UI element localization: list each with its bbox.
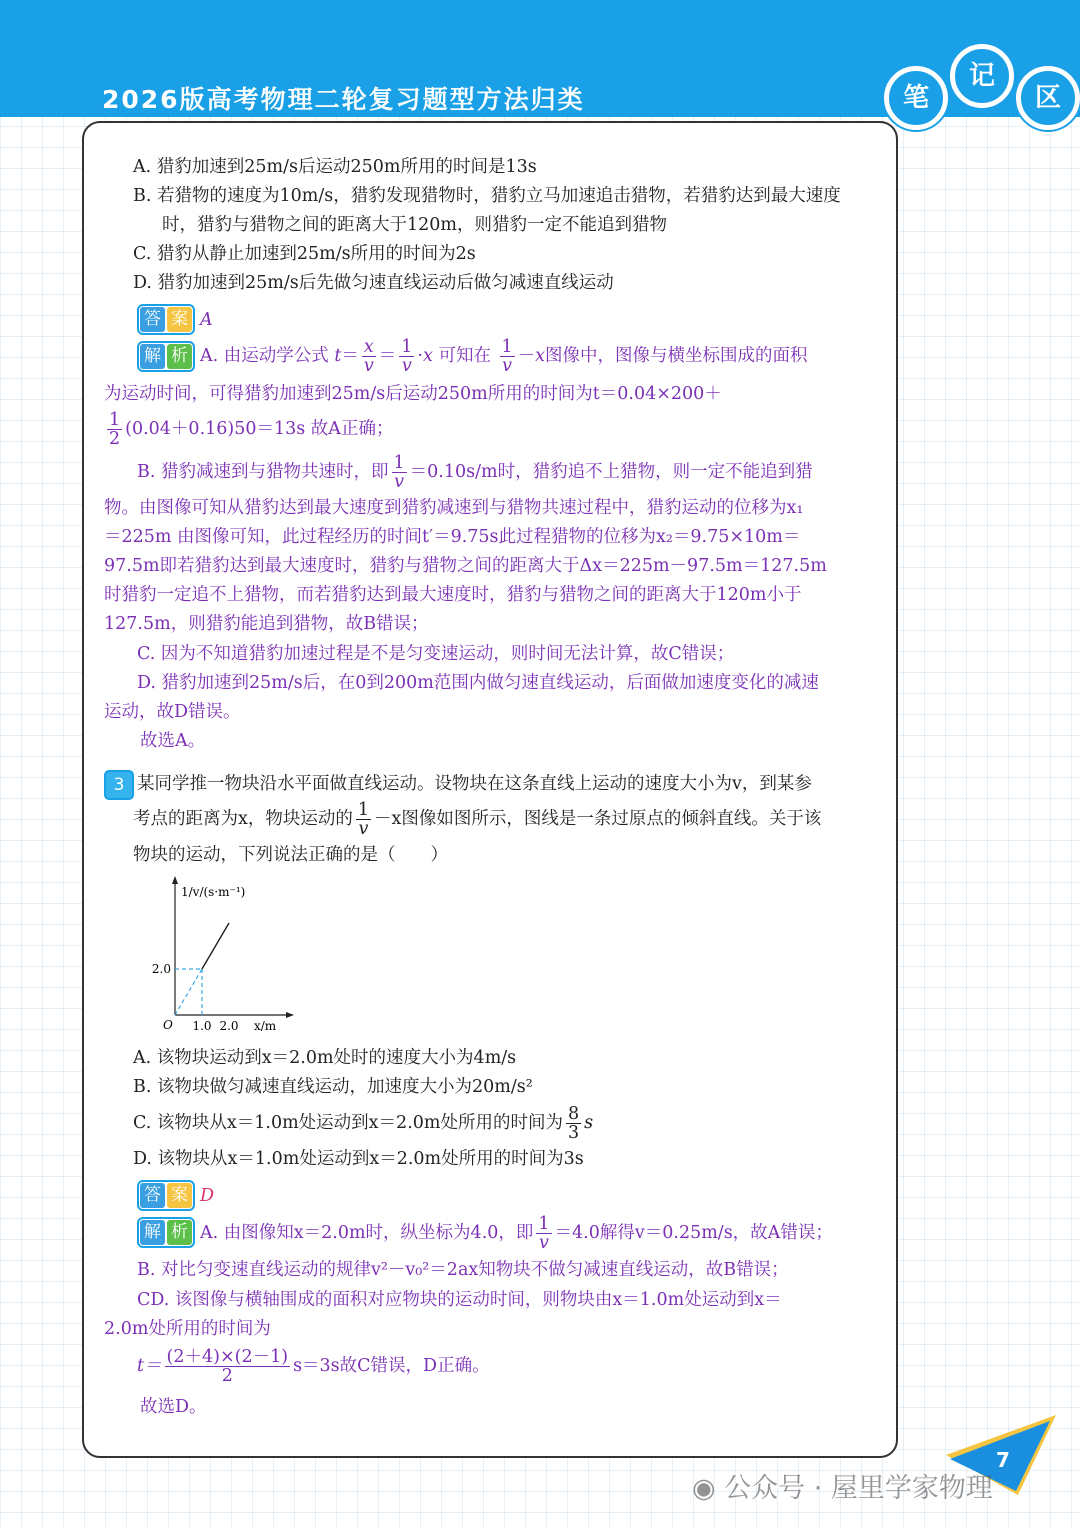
q3-analysis-fraction-den: 2 [221, 1366, 233, 1386]
q3-answer-tag [137, 1180, 195, 1211]
watermark-text: 公众号 · 屋里学家物理 [724, 1473, 993, 1504]
q2-answer: A [200, 310, 213, 330]
data-line [202, 923, 229, 969]
q2-analysis-line6: ＝225m 由图像可知，此过程经历的时间t′＝9.75s此过程猎物的位移为x₂＝9.75×10m＝ [104, 527, 801, 547]
answer-tag-char1: 答 [140, 307, 165, 332]
q2-option-d: D. 猎豹加速到25m/s后先做匀速直线运动后做匀减速直线运动 [133, 273, 614, 293]
dashed-origin-line [175, 969, 202, 1015]
answer-tag-char2: 案 [167, 307, 192, 332]
q2-analysis-line12: 运动，故D错误。 [104, 702, 241, 722]
q3-analysis-l1b: ＝4.0解得v＝0.25m/s，故A错误； [554, 1223, 833, 1243]
y-axis-arrow [172, 876, 178, 884]
q2-analysis-l3: (0.04＋0.16)50＝13s 故A正确； [125, 419, 394, 439]
q2-analysis-line2: 为运动时间，可得猎豹加速到25m/s后运动250m所用的时间为t＝0.04×200＋ [104, 384, 722, 404]
q3-analysis-line2: B. 对比匀变速直线运动的规律v²－v₀²＝2ax知物块不做匀减速直线运动，故B错误； [137, 1260, 789, 1280]
watermark [692, 1466, 993, 1505]
q3-analysis-l1a: A. 由图像知x＝2.0m时，纵坐标为4.0，即 [200, 1223, 534, 1243]
q3-option-c-unit: s [584, 1113, 594, 1133]
q3-analysis-tag [137, 1217, 195, 1248]
q2-analysis-line3: $\frac{1}{2}$ (0.04＋0.16)50＝13s 故A正确； [109, 410, 394, 449]
wechat-icon: ◉ [692, 1473, 716, 1504]
badge-qu: 区 [1016, 66, 1080, 130]
q2-analysis-line9: 127.5m，则猎豹能追到猎物，故B错误； [104, 614, 429, 634]
q3-analysis-l5b: s＝3s故C错误，D正确。 [293, 1356, 490, 1376]
header-title: 2026版高考物理二轮复习题型方法归类 [102, 85, 585, 114]
q3-stem-line1: 某同学推一物块沿水平面做直线运动。设物块在这条直线上运动的速度大小为v，到某参 [137, 774, 812, 794]
q2-analysis-line7: 97.5m即若猎豹达到最大速度时，猎豹与猎物之间的距离大于Δx＝225m－97.5m＝127.5m [104, 556, 827, 576]
question-number-badge: 3 [104, 770, 134, 800]
page-number: 7 [996, 1448, 1010, 1472]
q3-stem-line2: 考点的距离为x，物块运动的 $\frac{1}{v}$ －x图像如图所示，图线是一条过原点的倾斜直线。关于该 [133, 800, 822, 839]
q2-analysis-l1c: 图像中，图像与横坐标围成的面积 [545, 346, 808, 366]
q3-option-c: C. 该物块从x＝1.0m处运动到x＝2.0m处所用的时间为 $\frac{8}{3}$ s [133, 1104, 594, 1143]
q3-analysis-line1: A. 由图像知x＝2.0m时，纵坐标为4.0，即 $\frac{1}{v}$ ＝4.0解得v＝0.25m/s，故A错误； [200, 1214, 833, 1253]
q2-analysis-l4a: B. 猎豹减速到与猎物共速时，即 [137, 462, 389, 482]
q2-analysis-line5: 物。由图像可知从猎豹达到最大速度到猎豹减速到与猎物共速过程中，猎豹运动的位移为x₁ [104, 498, 804, 518]
analysis-tag [137, 341, 195, 372]
q2-analysis-line13: 故选A。 [140, 731, 206, 751]
q2-analysis-l1a: A. 由运动学公式 [200, 346, 329, 366]
q3-analysis-line4: 2.0m处所用的时间为 [104, 1319, 271, 1339]
q2-analysis-line8: 时猎豹一定追不上猎物，而若猎豹达到最大速度时，猎豹与猎物之间的距离大于120m小于 [104, 585, 802, 605]
q3-option-b: B. 该物块做匀减速直线运动，加速度大小为20m/s² [133, 1077, 533, 1097]
q3-option-c-text: C. 该物块从x＝1.0m处运动到x＝2.0m处所用的时间为 [133, 1113, 563, 1133]
badge-bi: 笔 [884, 66, 948, 130]
q3-stem2b: －x图像如图所示，图线是一条过原点的倾斜直线。关于该 [374, 809, 822, 829]
x-tick-label: 2.0 [219, 1019, 239, 1033]
q3-answer: D [200, 1186, 215, 1206]
q3-graph [140, 870, 300, 1040]
y-axis-label: 1/v/(s·m⁻¹) [181, 885, 246, 899]
q3-analysis-line6: 故选D。 [140, 1397, 207, 1417]
q3-option-d: D. 该物块从x＝1.0m处运动到x＝2.0m处所用的时间为3s [133, 1149, 584, 1169]
analysis-tag-char2: 析 [167, 344, 192, 369]
x-tick-label: 1.0 [192, 1019, 212, 1033]
q2-analysis-l4b: ＝0.10s/m时，猎豹追不上猎物，则一定不能追到猎 [409, 462, 813, 482]
analysis-tag-char1: 解 [140, 344, 165, 369]
x-axis-arrow [286, 1012, 294, 1018]
q3-answer-tag-char1: 答 [140, 1183, 165, 1208]
q3-analysis-line3: CD. 该图像与横轴围成的面积对应物块的运动时间，则物块由x＝1.0m处运动到x＝ [137, 1290, 782, 1310]
badge-ji: 记 [950, 44, 1014, 108]
q2-option-c: C. 猎豹从静止加速到25m/s所用的时间为2s [133, 244, 476, 264]
y-tick-label: 2.0 [151, 962, 171, 976]
answer-tag [137, 304, 195, 335]
q2-option-b-line2: 时，猎豹与猎物之间的距离大于120m，则猎豹一定不能追到猎物 [162, 215, 667, 235]
q2-option-b-line1: B. 若猎物的速度为10m/s，猎豹发现猎物时，猎豹立马加速追击猎物，若猎豹达到最大速度 [133, 186, 841, 206]
q3-analysis-tag-char1: 解 [140, 1220, 165, 1245]
origin-label: O [163, 1018, 173, 1032]
q2-analysis-line11: D. 猎豹加速到25m/s后，在0到200m范围内做匀速直线运动，后面做加速度变化的减速 [137, 673, 819, 693]
x-axis-label: x/m [254, 1019, 277, 1033]
q3-analysis-fraction-num: (2＋4)×(2－1) [166, 1347, 289, 1367]
q2-analysis-l1b: 可知在 [438, 346, 491, 366]
q2-analysis-line1: A. 由运动学公式 t＝ $\frac{x}{v}$ ＝ $\frac{1}{v}$ ·x 可知在 $\frac{1}{v}$ －x图像中，图像与横坐标围成的面积 [200, 337, 808, 376]
q3-analysis-l5a: t＝ [137, 1356, 162, 1376]
q2-option-a: A. 猎豹加速到25m/s后运动250m所用的时间是13s [133, 157, 537, 177]
q3-analysis-line5 [137, 1346, 490, 1386]
q3-answer-tag-char2: 案 [167, 1183, 192, 1208]
q3-stem2a: 考点的距离为x，物块运动的 [133, 809, 353, 829]
q2-analysis-line10: C. 因为不知道猎豹加速过程是不是匀变速运动，则时间无法计算，故C错误； [137, 644, 735, 664]
q3-option-a: A. 该物块运动到x＝2.0m处时的速度大小为4m/s [133, 1048, 517, 1068]
q3-analysis-tag-char2: 析 [167, 1220, 192, 1245]
q3-stem-line3: 物块的运动，下列说法正确的是（ ） [133, 845, 448, 865]
q2-analysis-line4: B. 猎豹减速到与猎物共速时，即 $\frac{1}{v}$ ＝0.10s/m时，猎豹追不上猎物，则一定不能追到猎 [137, 453, 813, 492]
